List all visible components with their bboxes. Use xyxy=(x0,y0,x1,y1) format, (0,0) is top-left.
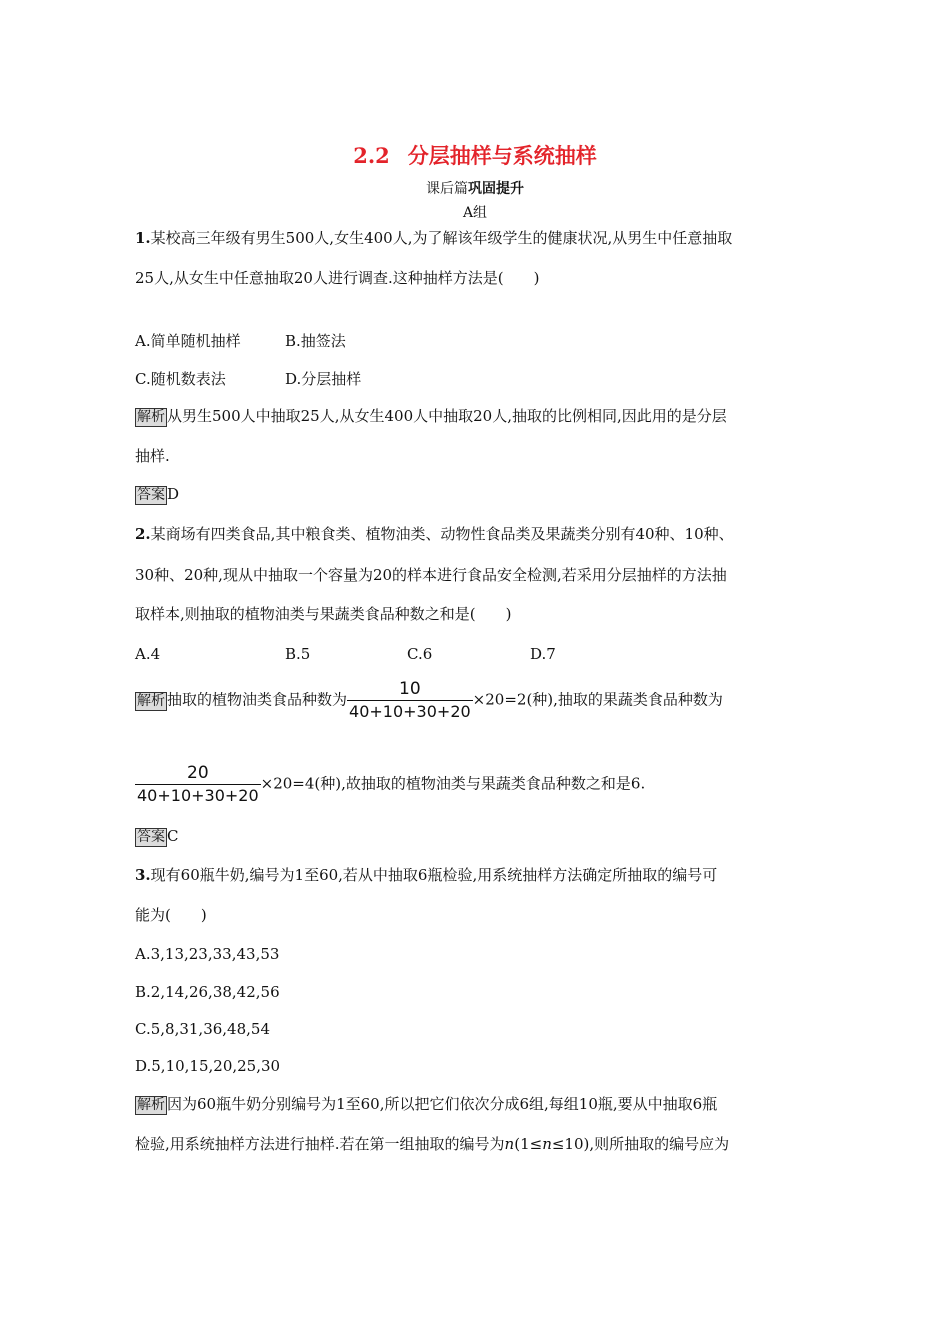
q1-analysis-text1: 从男生500人中抽取25人,从女生400人中抽取20人,抽取的比例相同,因此用的是分层 xyxy=(167,407,727,425)
q2-analysis-pre: 抽取的植物油类食品种数为 xyxy=(167,690,348,709)
fraction-1 xyxy=(347,678,473,723)
q3-analysis-line2 xyxy=(135,1134,729,1154)
analysis-tag: 解析 xyxy=(137,692,165,709)
q3-analysis-text2a: 检验,用系统抽样方法进行抽样.若在第一组抽取的编号为 xyxy=(135,1135,505,1153)
q1-answer xyxy=(135,484,179,505)
analysis-tag: 解析 xyxy=(137,1097,165,1113)
q2-answer xyxy=(135,826,178,847)
q3-analysis-text2b: (1≤ xyxy=(514,1135,543,1153)
q1-analysis-line1 xyxy=(135,406,727,427)
section-name: 分层抽样与系统抽样 xyxy=(407,143,597,168)
q2-option-c: C.6 xyxy=(407,645,433,663)
section-title xyxy=(0,140,950,170)
q3-option-a xyxy=(135,944,279,964)
fraction-1-numerator: 10 xyxy=(399,679,421,699)
q2-text3: 取样本,则抽取的植物油类与果蔬类食品种数之和是( ) xyxy=(135,605,512,623)
q2-line3 xyxy=(135,604,511,624)
subtitle-normal: 课后篇 xyxy=(426,181,468,197)
group-text: A组 xyxy=(462,205,488,221)
q1-analysis-line2 xyxy=(135,446,170,466)
q2-analysis-line2 xyxy=(135,762,645,807)
q2-line2 xyxy=(135,565,727,585)
q1-option-a: A.简单随机抽样 xyxy=(135,332,241,350)
q3-line2 xyxy=(135,905,207,925)
fraction-2-numerator: 20 xyxy=(187,763,209,783)
q3-text1: 现有60瓶牛奶,编号为1至60,若从中抽取6瓶检验,用系统抽样方法确定所抽取的编号可 xyxy=(150,866,718,884)
q2-text2: 30种、20种,现从中抽取一个容量为20的样本进行食品安全检测,若采用分层抽样的方法抽 xyxy=(135,566,727,584)
q1-option-b: B.抽签法 xyxy=(285,332,346,350)
section-number: 2.2 xyxy=(353,143,390,168)
q3-analysis-text2c: ≤10),则所抽取的编号应为 xyxy=(551,1135,730,1153)
q2-line1 xyxy=(135,524,734,544)
q3-option-b xyxy=(135,982,280,1002)
q3-option-c-text: C.5,8,31,36,48,54 xyxy=(135,1020,270,1038)
q3-option-d xyxy=(135,1056,280,1076)
q2-options xyxy=(135,644,556,664)
q1-options-row1 xyxy=(135,331,346,351)
q1-line2 xyxy=(135,268,539,288)
fraction-2 xyxy=(135,762,261,807)
variable-n: n xyxy=(504,1135,515,1153)
fraction-1-denominator: 40+10+30+20 xyxy=(349,702,471,721)
variable-n: n xyxy=(542,1135,552,1153)
q1-number: 1. xyxy=(135,229,151,247)
group-label xyxy=(0,202,950,222)
q3-option-c xyxy=(135,1019,270,1039)
q1-answer-value: D xyxy=(167,485,180,503)
q2-option-a: A.4 xyxy=(135,645,161,663)
answer-tag: 答案 xyxy=(137,487,165,503)
q2-analysis-post: ×20=4(种),故抽取的植物油类与果蔬类食品种数之和是6. xyxy=(260,774,646,793)
q3-text2: 能为( ) xyxy=(135,906,207,924)
q1-option-c: C.随机数表法 xyxy=(135,370,226,388)
q3-number: 3. xyxy=(135,866,151,884)
answer-tag: 答案 xyxy=(137,829,165,845)
q3-option-b-text: B.2,14,26,38,42,56 xyxy=(135,983,280,1001)
q2-option-d: D.7 xyxy=(530,645,556,663)
q1-options-row2 xyxy=(135,369,361,389)
q2-answer-value: C xyxy=(167,827,179,845)
q2-analysis-line1 xyxy=(135,678,723,723)
q1-text2: 25人,从女生中任意抽取20人进行调查.这种抽样方法是( ) xyxy=(135,269,540,287)
q1-analysis-text2: 抽样. xyxy=(135,447,170,465)
q3-analysis-line1 xyxy=(135,1094,717,1115)
fraction-2-denominator: 40+10+30+20 xyxy=(137,786,259,805)
q2-option-b: B.5 xyxy=(285,645,311,663)
q3-option-d-text: D.5,10,15,20,25,30 xyxy=(135,1057,281,1075)
q2-text1: 某商场有四类食品,其中粮食类、植物油类、动物性食品类及果蔬类分别有40种、10种、 xyxy=(150,525,734,543)
q2-analysis-mid: ×20=2(种),抽取的果蔬类食品种数为 xyxy=(472,690,723,709)
q3-analysis-text1: 因为60瓶牛奶分别编号为1至60,所以把它们依次分成6组,每组10瓶,要从中抽取6瓶 xyxy=(167,1095,718,1113)
q2-number: 2. xyxy=(135,525,151,543)
q1-line1 xyxy=(135,228,732,248)
q3-line1 xyxy=(135,865,717,885)
q1-option-d: D.分层抽样 xyxy=(285,370,362,388)
q3-option-a-text: A.3,13,23,33,43,53 xyxy=(135,945,280,963)
subtitle-bold: 巩固提升 xyxy=(468,181,524,197)
subtitle xyxy=(0,178,950,198)
q1-text1: 某校高三年级有男生500人,女生400人,为了解该年级学生的健康状况,从男生中任意抽取 xyxy=(150,229,733,247)
analysis-tag: 解析 xyxy=(137,409,165,425)
